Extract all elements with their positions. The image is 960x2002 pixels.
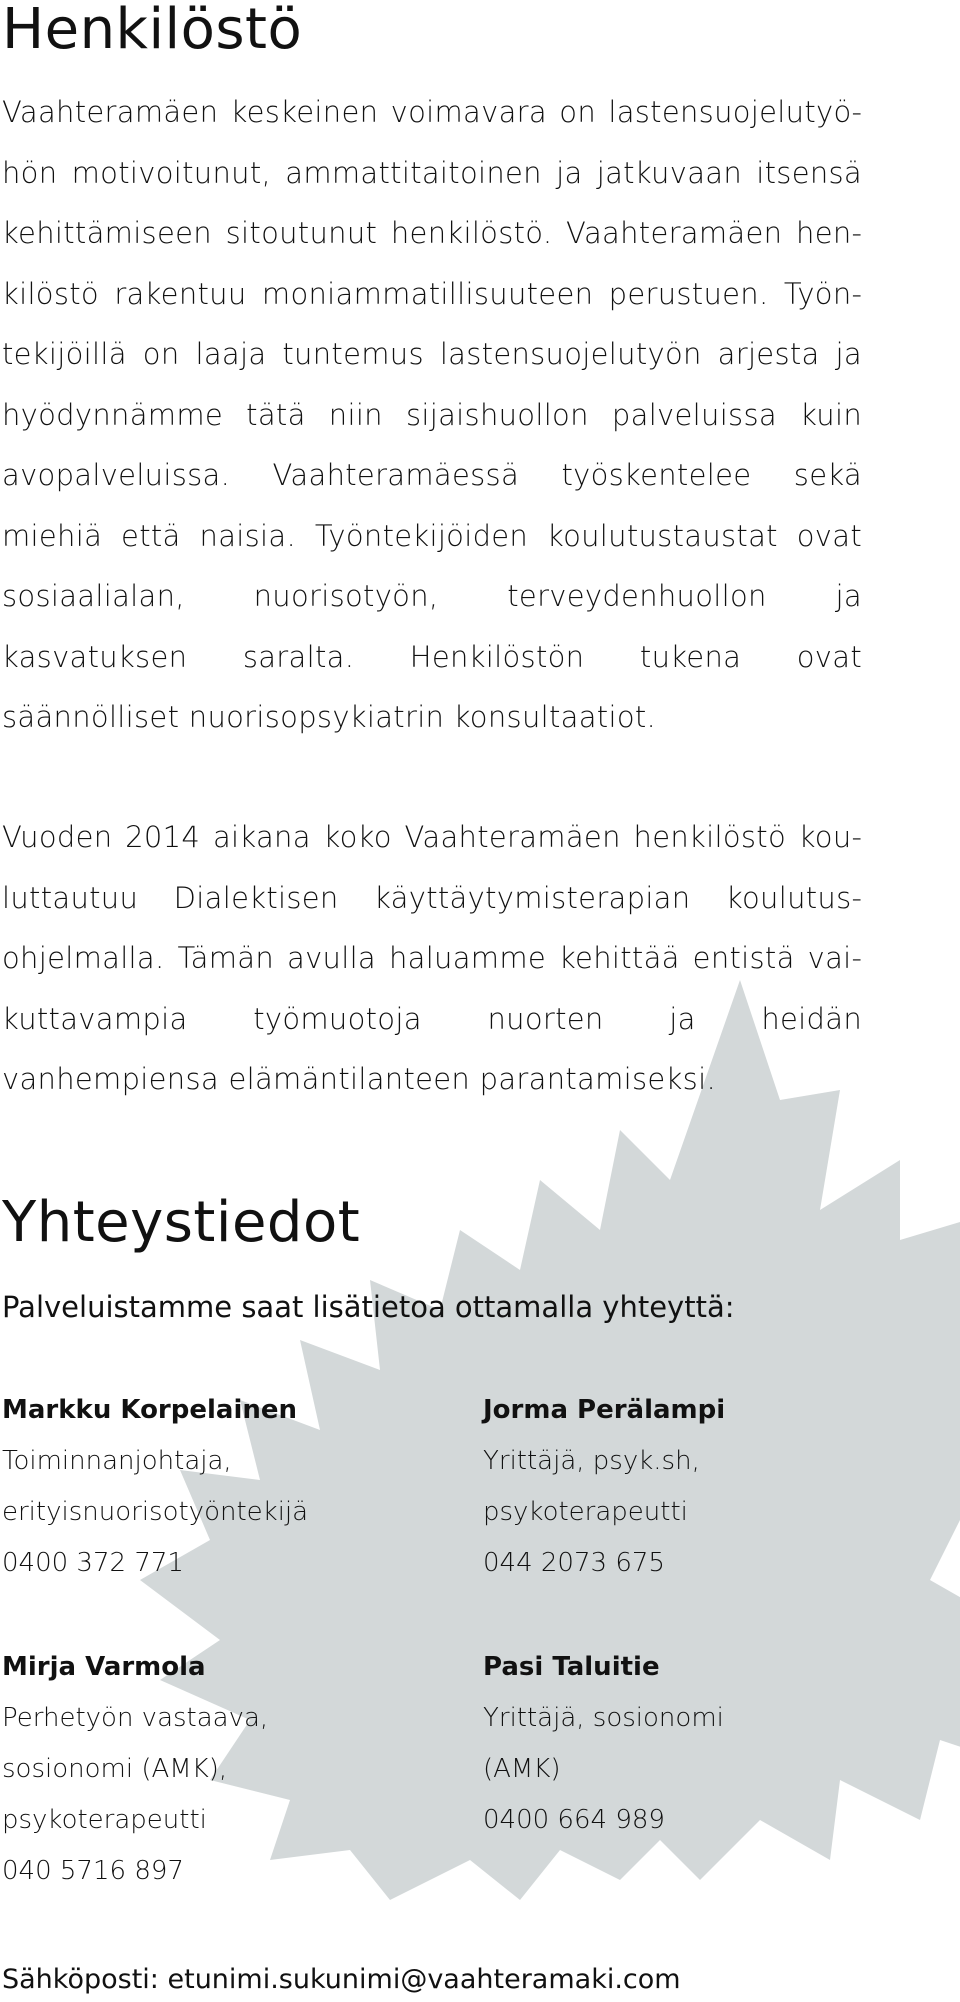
- contact-phone: 040 5716 897: [2, 1856, 184, 1886]
- henkilosto-paragraph-2: Vuoden 2014 aikana koko Vaahteramäen henkilöstö kouluttautuu Dialektisen käyttäytymisterapian koulutusohjelmalla. Tämän avulla haluamme kehittää entistä vaikuttavampia työmuotoja nuorten ja heidän vanhempiensa elämäntilanteen parantamiseksi.: [2, 820, 862, 1096]
- contact-name: Mirja Varmola: [2, 1652, 206, 1682]
- section-title-yhteystiedot: Yhteystiedot: [2, 1190, 361, 1255]
- contact-name: Pasi Taluitie: [483, 1652, 660, 1682]
- contact-card: [483, 1385, 903, 1589]
- contact-intro: Palveluistamme saat lisätietoa ottamalla yhteyttä:: [2, 1290, 735, 1324]
- contact-phone: 0400 372 771: [2, 1548, 184, 1578]
- contact-card: [2, 1642, 422, 1897]
- contact-title: (AMK): [483, 1754, 561, 1784]
- contact-phone: 044 2073 675: [483, 1548, 665, 1578]
- contact-title: Yrittäjä, sosionomi: [483, 1703, 724, 1733]
- contact-title: Toiminnanjohtaja,: [2, 1446, 232, 1476]
- contact-title: sosionomi (AMK),: [2, 1754, 228, 1784]
- email-label: Sähköposti:: [2, 1964, 159, 1995]
- contact-card: [2, 1385, 422, 1589]
- contact-title: psykoterapeutti: [483, 1497, 688, 1527]
- contact-name: Jorma Perälampi: [483, 1395, 726, 1425]
- contact-title: erityisnuorisotyöntekijä: [2, 1497, 309, 1527]
- henkilosto-paragraph-1: Vaahteramäen keskeinen voimavara on lastensuojelutyöhön motivoitunut, ammattitaitoinen ja jatkuvaan itsensä kehittämiseen sitoutunut henkilöstö. Vaahteramäen henkilöstö rakentuu moniammatillisuuteen perustuen. Työntekijöillä on laaja tuntemus lastensuojelutyön arjesta ja hyödynnämme tätä niin sijaishuollon palveluissa kuin avopalveluissa. Vaahteramäessä työskentelee sekä miehiä että naisia. Työntekijöiden koulutustaustat ovat sosiaalialan, nuorisotyön, terveydenhuollon ja kasvatuksen saralta. Henkilöstön tukena ovat säännölliset nuorisopsykiatrin konsultaatiot.: [2, 95, 862, 734]
- contact-card: [483, 1642, 903, 1846]
- contact-phone: 0400 664 989: [483, 1805, 665, 1835]
- contact-title: Perhetyön vastaava,: [2, 1703, 269, 1733]
- contact-name: Markku Korpelainen: [2, 1395, 298, 1425]
- email-address[interactable]: etunimi.sukunimi@vaahteramaki.com: [167, 1964, 681, 1995]
- contact-title: psykoterapeutti: [2, 1805, 207, 1835]
- contact-title: Yrittäjä, psyk.sh,: [483, 1446, 700, 1476]
- email-line: [2, 1958, 681, 2002]
- section-title-henkilosto: Henkilöstö: [2, 0, 303, 62]
